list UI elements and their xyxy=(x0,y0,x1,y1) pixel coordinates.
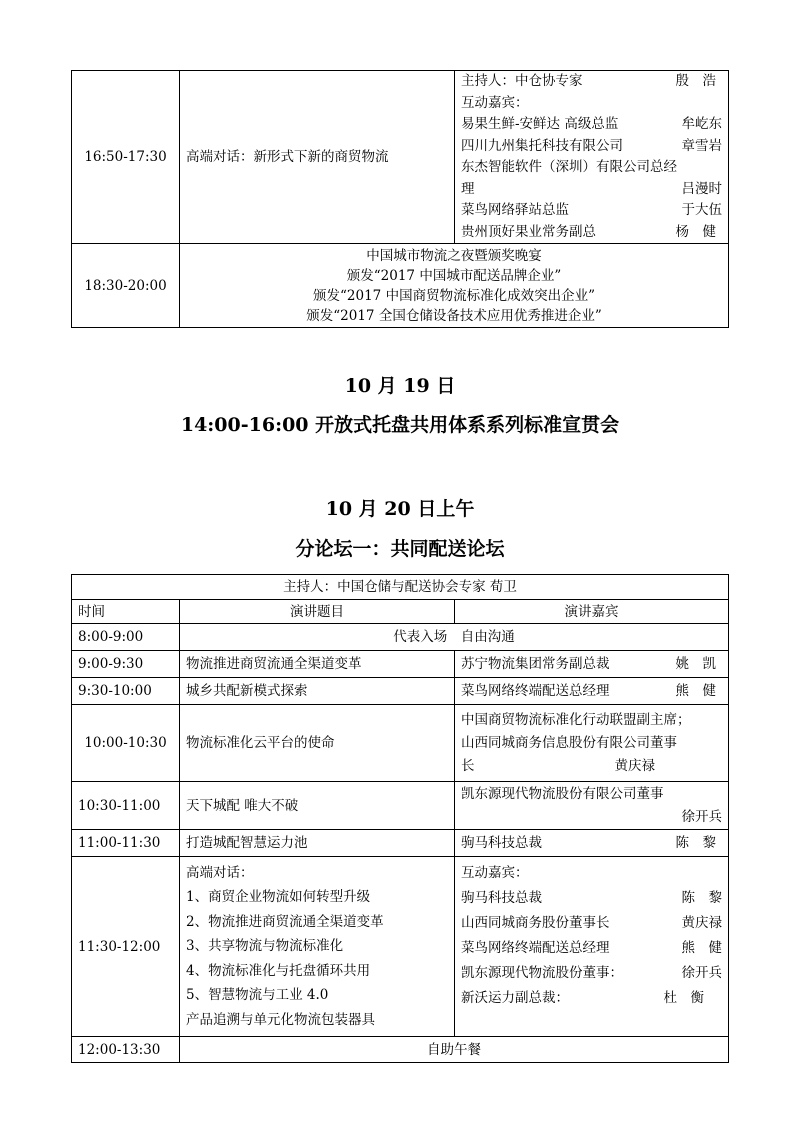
host-cell: 主持人：中国仓储与配送协会专家 荀卫 xyxy=(72,575,729,600)
column-header: 演讲嘉宾 xyxy=(455,600,729,624)
guest-line: 菜鸟网络驿站总监 于大伍 xyxy=(461,202,722,218)
time-cell: 8:00-9:00 xyxy=(72,624,180,651)
time-cell: 16:50-17:30 xyxy=(72,71,180,244)
topic-cell: 天下城配 唯大不破 xyxy=(180,782,455,830)
speaker-cell: 中国商贸物流标准化行动联盟副主席； 山西同城商务信息股份有限公司董事 长 黄庆禄 xyxy=(455,705,729,782)
header-row xyxy=(72,600,729,624)
guest-line: 理 吕漫时 xyxy=(461,180,722,197)
date-heading: 10 月 19 日 xyxy=(344,375,456,397)
time-cell: 10:00-10:30 xyxy=(72,705,180,782)
merged-cell: 自助午餐 xyxy=(180,1037,729,1063)
column-header: 时间 xyxy=(72,600,180,624)
table-row xyxy=(72,857,729,1037)
speaker-cell: 凯东源现代物流股份有限公司董事 徐开兵 xyxy=(455,782,729,830)
gala-line: 颁发“2017 全国仓储设备技术应用优秀推进企业” xyxy=(306,307,602,324)
table-row xyxy=(72,1037,729,1063)
table-row xyxy=(72,782,729,830)
guest-line: 四川九州集托科技有限公司 章雪岩 xyxy=(461,137,722,154)
topic-cell: 高端对话：新形式下新的商贸物流 xyxy=(180,71,455,244)
topic-cell: 物流标准化云平台的使命 xyxy=(180,705,455,782)
time-cell: 11:30-12:00 xyxy=(72,857,180,1037)
guest-line: 东杰智能软件（深圳）有限公司总经 xyxy=(461,159,677,175)
topic-cell: 高端对话： 1、商贸企业物流如何转型升级 2、物流推进商贸流通全渠道变革 3、共享物流与物流标准化 4、物流标准化与托盘循环共用 5、智慧物流与工业 4.0 产品追溯与单元化物流包装器具 xyxy=(180,857,455,1037)
time-cell: 11:00-11:30 xyxy=(72,830,180,857)
merged-cell: 代表入场 自由沟通 xyxy=(180,624,729,651)
time-cell: 12:00-13:30 xyxy=(72,1037,180,1063)
gala-line: 颁发“2017 中国城市配送品牌企业” xyxy=(346,267,562,284)
time-cell: 18:30-20:00 xyxy=(72,244,180,328)
date-heading: 10 月 20 日上午 xyxy=(325,498,475,520)
time-cell: 9:30-10:00 xyxy=(72,678,180,705)
guest-line: 易果生鲜-安鲜达 高级总监 牟屹东 xyxy=(461,116,722,132)
table-row xyxy=(72,830,729,857)
topic-cell: 物流推进商贸流通全渠道变革 xyxy=(180,651,455,678)
forum-heading: 分论坛一：共同配送论坛 xyxy=(295,538,505,560)
table-row xyxy=(72,678,729,705)
host-row xyxy=(72,575,729,600)
speaker-cell: 苏宁物流集团常务副总裁 姚 凯 xyxy=(455,651,729,678)
column-header: 演讲题目 xyxy=(180,600,455,624)
topic-cell: 城乡共配新模式探索 xyxy=(180,678,455,705)
gala-line: 颁发“2017 中国商贸物流标准化成效突出企业” xyxy=(313,287,595,304)
guest-line: 贵州顶好果业常务副总 杨 健 xyxy=(461,223,716,240)
guests-label: 互动嘉宾： xyxy=(461,94,529,111)
gala-cell xyxy=(180,244,729,328)
forum-schedule-table xyxy=(71,574,729,1063)
table-row xyxy=(72,705,729,782)
time-cell: 9:00-9:30 xyxy=(72,651,180,678)
guests-cell xyxy=(455,71,729,244)
table-row xyxy=(72,624,729,651)
guests-cell: 互动嘉宾： 驹马科技总裁 陈 黎 山西同城商务股份董事长 黄庆禄 菜鸟网络终端配送总经理 熊 健 凯东源现代物流股份董事： 徐开兵 新沃运力副总裁： 杜 衡 xyxy=(455,857,729,1037)
table-row xyxy=(72,71,729,244)
event-heading: 14:00-16:00 开放式托盘共用体系系列标准宣贯会 xyxy=(180,414,620,436)
topic-cell: 打造城配智慧运力池 xyxy=(180,830,455,857)
gala-line: 中国城市物流之夜暨颁奖晚宴 xyxy=(366,247,542,264)
table-row xyxy=(72,651,729,678)
host-line: 主持人：中仓协专家 殷 浩 xyxy=(461,73,716,89)
time-cell: 10:30-11:00 xyxy=(72,782,180,830)
schedule-table-continued xyxy=(71,70,729,328)
speaker-cell: 菜鸟网络终端配送总经理 熊 健 xyxy=(455,678,729,705)
speaker-cell: 驹马科技总裁 陈 黎 xyxy=(455,830,729,857)
table-row xyxy=(72,244,729,328)
